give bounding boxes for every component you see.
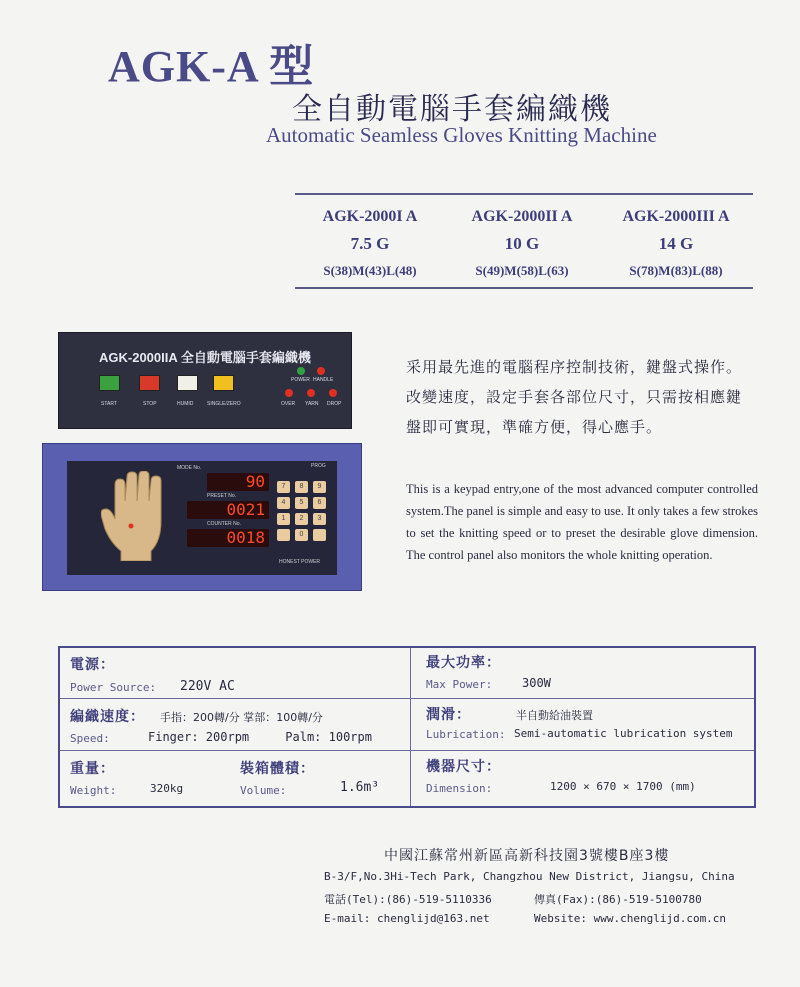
volume-label-en: Volume: <box>240 784 287 797</box>
keypad-key: 7 <box>277 481 290 493</box>
keypad-key: 8 <box>295 481 308 493</box>
panel-screen <box>67 461 337 575</box>
over-led-icon <box>285 389 293 397</box>
panel-model-label: AGK-2000IIA 全自動電腦手套編織機 <box>99 350 311 365</box>
single-zero-caption: SINGLE/ZERO <box>207 401 241 407</box>
start-button-image <box>99 375 120 391</box>
lubrication-value-cn: 半自動給油裝置 <box>516 709 593 722</box>
volume-value: 1.6m³ <box>340 780 380 795</box>
keypad-key: 5 <box>295 497 308 509</box>
volume-label-cn: 裝箱體積： <box>240 761 315 777</box>
weight-value: 320kg <box>150 782 184 795</box>
single-zero-button-image <box>213 375 234 391</box>
preset-display: 0021 <box>187 501 269 519</box>
speed-value: Finger: 200rpm Palm: 100rpm <box>148 730 372 744</box>
model-sizes: S(78)M(83)L(88) <box>629 263 723 278</box>
model-type-title: AGK-A 型 <box>108 42 315 91</box>
mode-caption: MODE No. <box>177 465 202 471</box>
weight-label-en: Weight: <box>70 784 117 797</box>
preset-caption: PRESET No. <box>207 493 237 499</box>
model-name: AGK-2000I A <box>322 208 418 225</box>
power-source-value: 220V AC <box>180 679 235 694</box>
lubrication-label-en: Lubrication: <box>426 728 506 741</box>
keypad-footer: HONEST POWER <box>279 559 321 565</box>
models-table <box>295 193 753 289</box>
model-gauge: 10 G <box>504 234 540 253</box>
power-led-icon <box>297 367 305 375</box>
website: Website: www.chenglijd.com.cn <box>534 912 727 925</box>
row-divider <box>60 750 754 751</box>
stop-caption: STOP <box>143 401 157 407</box>
yarn-caption: YARN <box>305 401 319 407</box>
model-gauge: 7.5 G <box>350 234 390 253</box>
speed-label-cn: 編織速度： <box>70 709 145 725</box>
weight-label-cn: 重量： <box>70 761 115 777</box>
address-chinese: 中國江蘇常州新區高新科技園3號樓B座3樓 <box>384 848 670 864</box>
description-english: This is a keypad entry,one of the most advanced computer controlled system.The panel is simple and easy to use. It only takes a few strokes to set the knitting speed or to preset the desirable glove dimension. The control panel also monitors the whole knitting operation. <box>406 482 758 562</box>
dimension-value: 1200 × 670 × 1700 (mm) <box>550 780 696 793</box>
handle-led-icon <box>317 367 325 375</box>
speed-label-en: Speed: <box>70 732 110 745</box>
keypad-key: 1 <box>277 513 290 525</box>
max-power-label-cn: 最大功率： <box>426 655 501 671</box>
humid-caption: HUMID <box>177 401 194 407</box>
model-sizes: S(38)M(43)L(48) <box>323 263 417 278</box>
model-sizes: S(49)M(58)L(63) <box>475 263 569 278</box>
column-divider <box>410 648 411 806</box>
model-column <box>295 203 445 284</box>
keypad-key: 3 <box>313 513 326 525</box>
max-power-label-en: Max Power: <box>426 678 493 691</box>
drop-caption: DROP <box>327 401 342 407</box>
keypad-key: 6 <box>313 497 326 509</box>
keypad-key: 4 <box>277 497 290 509</box>
yarn-led-icon <box>307 389 315 397</box>
keypad <box>273 477 335 555</box>
address-english: B-3/F,No.3Hi-Tech Park, Changzhou New District, Jiangsu, China <box>324 870 735 883</box>
lubrication-value: Semi-automatic lubrication system <box>514 727 733 740</box>
handle-caption: HANDLE <box>313 377 334 383</box>
power-source-label-cn: 電源： <box>70 657 115 673</box>
model-name: AGK-2000III A <box>622 208 730 225</box>
keypad-key: 9 <box>313 481 326 493</box>
row-divider <box>60 698 754 699</box>
telephone: 電話(Tel):(86)-519-5110336 <box>324 893 492 906</box>
start-caption: START <box>101 401 117 407</box>
keypad-key <box>313 529 326 541</box>
counter-caption: COUNTER No. <box>207 521 241 527</box>
model-column <box>601 203 751 284</box>
dimension-label-cn: 機器尺寸： <box>426 759 501 775</box>
control-panel-keypad-image <box>42 443 362 591</box>
keypad-key <box>277 529 290 541</box>
prog-caption: PROG <box>311 463 326 469</box>
description-chinese: 采用最先進的電腦程序控制技術，鍵盤式操作。改變速度，設定手套各部位尺寸，只需按相應鍵盤即可實現，準確方便，得心應手。 <box>406 358 743 436</box>
fax: 傳真(Fax):(86)-519-5100780 <box>534 893 702 906</box>
power-caption: POWER <box>291 377 310 383</box>
drop-led-icon <box>329 389 337 397</box>
email: E-mail: chenglijd@163.net <box>324 912 490 925</box>
keypad-key: 2 <box>295 513 308 525</box>
power-source-label-en: Power Source: <box>70 681 157 694</box>
model-gauge: 14 G <box>658 234 694 253</box>
spec-table <box>58 646 756 808</box>
over-caption: OVER <box>281 401 296 407</box>
english-title: Automatic Seamless Gloves Knitting Machine <box>266 123 657 147</box>
dimension-label-en: Dimension: <box>426 782 493 795</box>
control-panel-top-image <box>58 332 352 429</box>
max-power-value: 300W <box>522 676 551 690</box>
model-name: AGK-2000II A <box>471 208 573 225</box>
model-column <box>447 203 597 284</box>
humid-button-image <box>177 375 198 391</box>
glove-diagram-icon <box>101 471 171 561</box>
counter-display: 0018 <box>187 529 269 547</box>
keypad-key: 0 <box>295 529 308 541</box>
stop-button-image <box>139 375 160 391</box>
lubrication-label-cn: 潤滑： <box>426 707 471 723</box>
speed-value-cn: 手指：200轉/分 掌部：100轉/分 <box>160 711 323 724</box>
mode-display: 90 <box>207 473 269 491</box>
chinese-title: 全自動電腦手套編織機 <box>292 92 612 127</box>
